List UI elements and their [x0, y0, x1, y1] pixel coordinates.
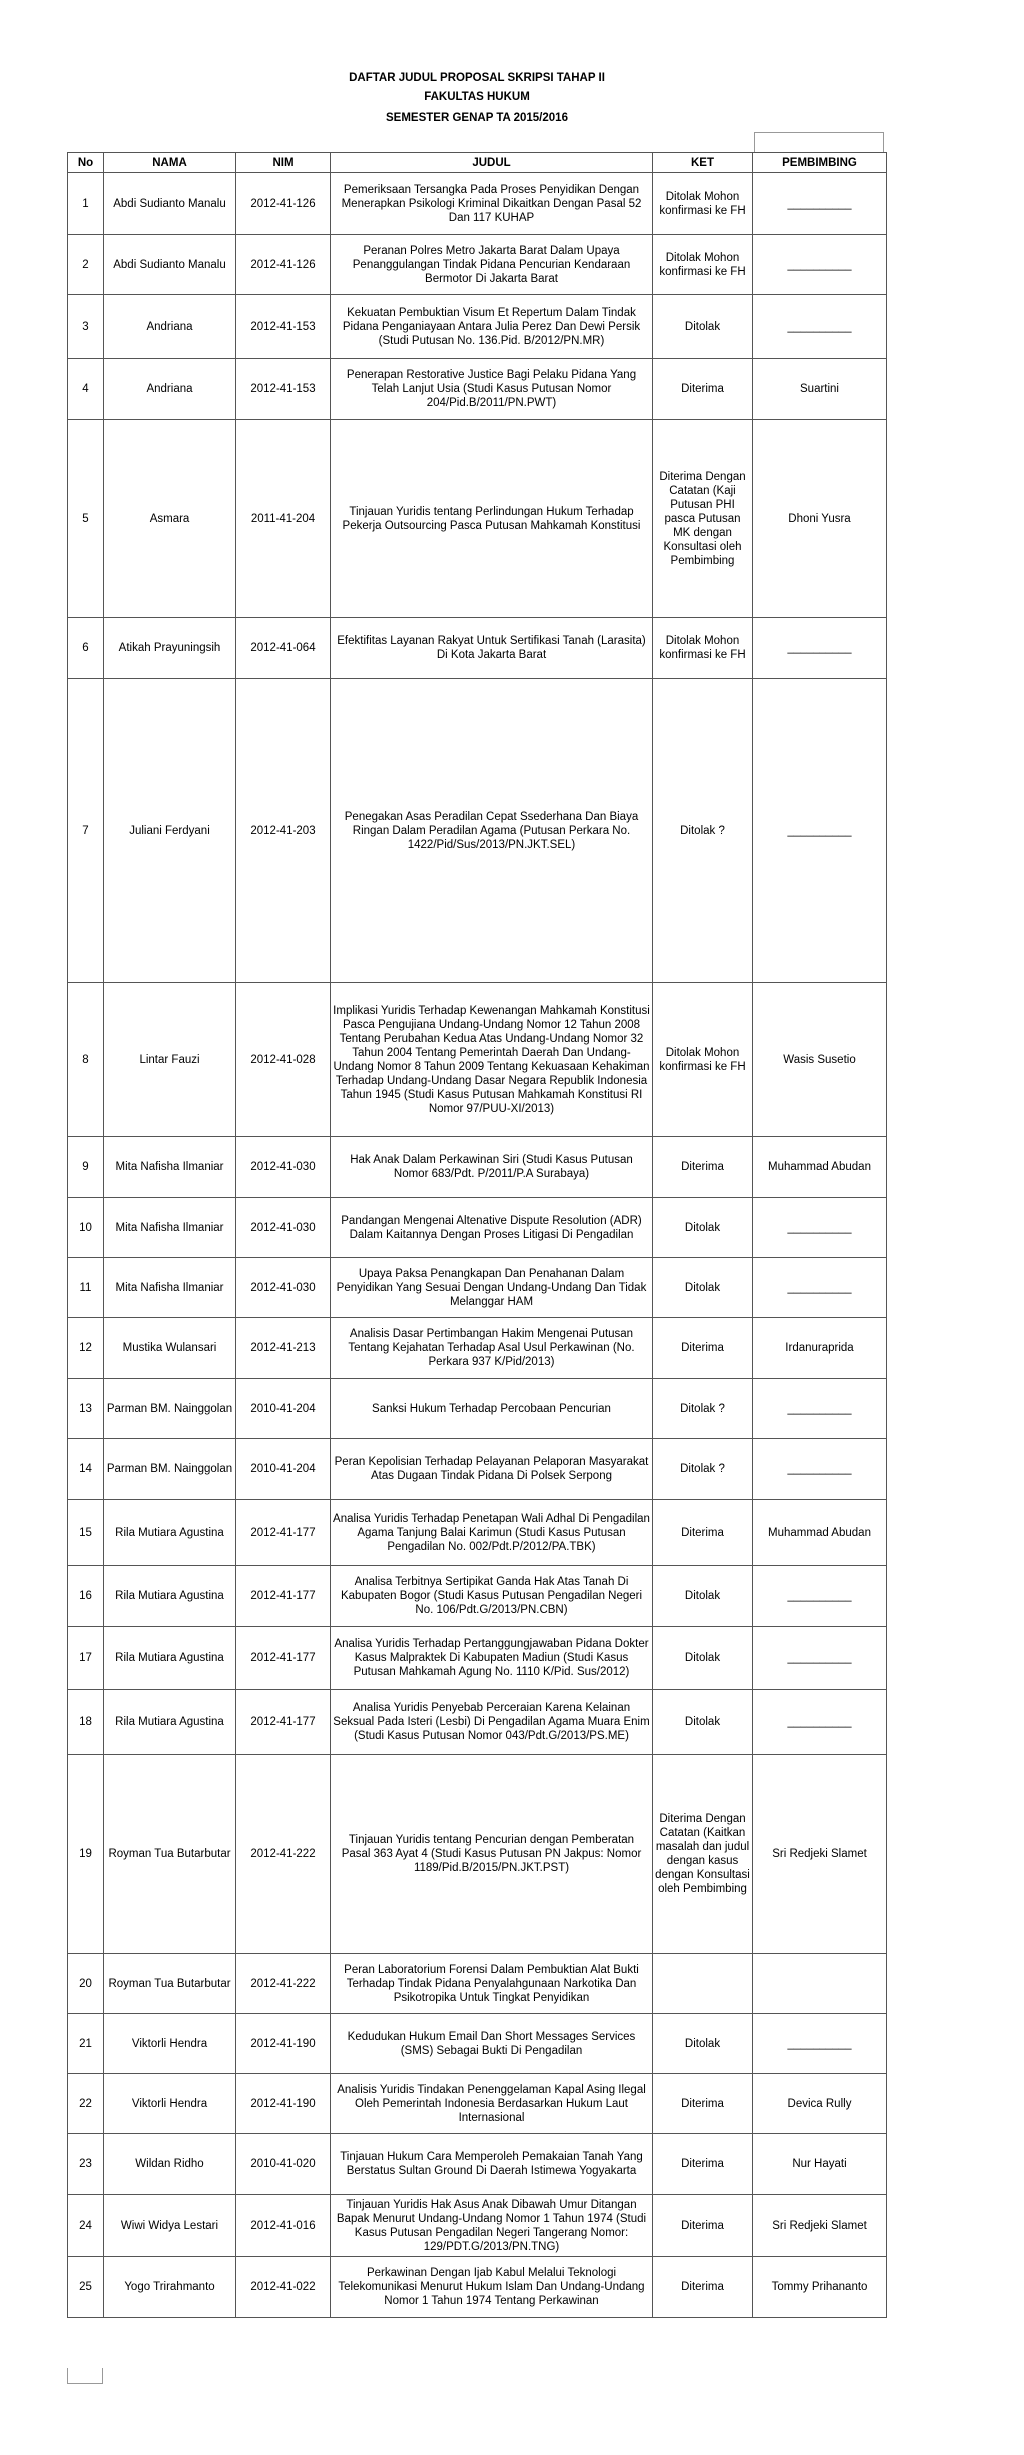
cell-nama: Parman BM. Nainggolan: [104, 1379, 236, 1439]
cell-no: 18: [68, 1690, 104, 1755]
cell-nama: Rila Mutiara Agustina: [104, 1500, 236, 1566]
cell-ket: Ditolak: [653, 295, 753, 359]
cell-ket: Diterima: [653, 1318, 753, 1379]
cell-pembimbing: __________: [753, 1379, 887, 1439]
cell-nim: 2011-41-204: [236, 420, 331, 618]
cell-no: 2: [68, 235, 104, 295]
table-row: [68, 295, 887, 359]
cell-nama: Yogo Trirahmanto: [104, 2257, 236, 2318]
cell-judul: Analisis Yuridis Tindakan Penenggelaman Kapal Asing Ilegal Oleh Pemerintah Indonesia Berdasarkan Hukum Laut Internasional: [331, 2074, 653, 2134]
cell-pembimbing: __________: [753, 295, 887, 359]
table-row: [68, 1690, 887, 1755]
cell-pembimbing: Nur Hayati: [753, 2134, 887, 2195]
cell-judul: Implikasi Yuridis Terhadap Kewenangan Mahkamah Konstitusi Pasca Pengujiana Undang-Undang Nomor 12 Tahun 2008 Tentang Perubahan Kedua Atas Undang-Undang Nomor 32 Tahun 2004 Tentang Pemerintah Daerah Dan Undang-Undang Nomor 8 Tahun 2009 Tentang Kekuasaan Kehakiman Terhadap Undang-Undang Dasar Negara Republik Indonesia Tahun 1945 (Studi Kasus Putusan Mahkamah Konstitusi RI Nomor 97/PUU-XI/2013): [331, 983, 653, 1137]
cell-ket: Ditolak Mohon konfirmasi ke FH: [653, 983, 753, 1137]
cell-no: 22: [68, 2074, 104, 2134]
cell-nama: Mita Nafisha Ilmaniar: [104, 1198, 236, 1258]
cell-nim: 2012-41-030: [236, 1198, 331, 1258]
table-row: [68, 1954, 887, 2014]
cell-nim: 2012-41-190: [236, 2014, 331, 2074]
cell-judul: Hak Anak Dalam Perkawinan Siri (Studi Kasus Putusan Nomor 683/Pdt. P/2011/P.A Surabaya): [331, 1137, 653, 1198]
cell-judul: Perkawinan Dengan Ijab Kabul Melalui Teknologi Telekomunikasi Menurut Hukum Islam Dan Undang-Undang Nomor 1 Tahun 1974 Tentang Perkawinan: [331, 2257, 653, 2318]
cell-ket: Ditolak Mohon konfirmasi ke FH: [653, 235, 753, 295]
cell-no: 10: [68, 1198, 104, 1258]
cell-pembimbing: Muhammad Abudan: [753, 1137, 887, 1198]
cell-nama: Juliani Ferdyani: [104, 679, 236, 983]
cell-pembimbing: Muhammad Abudan: [753, 1500, 887, 1566]
cell-ket: Ditolak ?: [653, 679, 753, 983]
cell-pembimbing: [753, 1954, 887, 2014]
table-row: [68, 2074, 887, 2134]
cell-nim: 2012-41-126: [236, 173, 331, 235]
cell-nim: 2012-41-028: [236, 983, 331, 1137]
cell-no: 11: [68, 1258, 104, 1318]
cell-pembimbing: __________: [753, 2014, 887, 2074]
cell-judul: Analisis Dasar Pertimbangan Hakim Mengenai Putusan Tentang Kejahatan Terhadap Asal Usul Perkawinan (No. Perkara 937 K/Pid/2013): [331, 1318, 653, 1379]
cell-ket: [653, 1954, 753, 2014]
cell-pembimbing: Wasis Susetio: [753, 983, 887, 1137]
cell-judul: Sanksi Hukum Terhadap Percobaan Pencurian: [331, 1379, 653, 1439]
cell-ket: Ditolak: [653, 2014, 753, 2074]
cell-nim: 2012-41-190: [236, 2074, 331, 2134]
cell-nama: Atikah Prayuningsih: [104, 618, 236, 679]
table-row: [68, 1137, 887, 1198]
cell-pembimbing: __________: [753, 1198, 887, 1258]
cell-nama: Royman Tua Butarbutar: [104, 1954, 236, 2014]
cell-nama: Wiwi Widya Lestari: [104, 2195, 236, 2257]
cell-nama: Viktorli Hendra: [104, 2014, 236, 2074]
table-row: [68, 359, 887, 420]
cell-ket: Diterima: [653, 2074, 753, 2134]
table-row: [68, 1318, 887, 1379]
table-row: [68, 173, 887, 235]
table-row: [68, 235, 887, 295]
table-row: [68, 2134, 887, 2195]
cell-nim: 2012-41-126: [236, 235, 331, 295]
table-row: [68, 1258, 887, 1318]
cell-pembimbing: Devica Rully: [753, 2074, 887, 2134]
cell-no: 7: [68, 679, 104, 983]
cell-pembimbing: __________: [753, 235, 887, 295]
cell-pembimbing: Sri Redjeki Slamet: [753, 1755, 887, 1954]
cell-pembimbing: __________: [753, 1690, 887, 1755]
cell-pembimbing: __________: [753, 173, 887, 235]
cell-no: 25: [68, 2257, 104, 2318]
cell-nama: Wildan Ridho: [104, 2134, 236, 2195]
cell-pembimbing: Dhoni Yusra: [753, 420, 887, 618]
cell-ket: Diterima: [653, 2195, 753, 2257]
cell-no: 4: [68, 359, 104, 420]
cell-nim: 2012-41-203: [236, 679, 331, 983]
cell-nim: 2012-41-177: [236, 1500, 331, 1566]
cell-no: 1: [68, 173, 104, 235]
cell-ket: Ditolak: [653, 1566, 753, 1627]
cell-judul: Analisa Yuridis Terhadap Penetapan Wali Adhal Di Pengadilan Agama Tanjung Balai Karimun (Studi Kasus Putusan Pengadilan No. 002/Pdt.P/2012/PA.TBK): [331, 1500, 653, 1566]
cell-no: 6: [68, 618, 104, 679]
cell-nim: 2012-41-177: [236, 1627, 331, 1690]
table-row: [68, 618, 887, 679]
table-row: [68, 1439, 887, 1500]
cell-nim: 2012-41-064: [236, 618, 331, 679]
table-row: [68, 1500, 887, 1566]
table-row: [68, 679, 887, 983]
cell-judul: Tinjauan Yuridis Hak Asus Anak Dibawah Umur Ditangan Bapak Menurut Undang-Undang Nomor 1 Tahun 1974 (Studi Kasus Putusan Pengadilan Negeri Tangerang Nomor: 129/PDT.G/2013/PN.TNG): [331, 2195, 653, 2257]
cell-no: 13: [68, 1379, 104, 1439]
cell-judul: Upaya Paksa Penangkapan Dan Penahanan Dalam Penyidikan Yang Sesuai Dengan Undang-Undang Dan Tidak Melanggar HAM: [331, 1258, 653, 1318]
column-header-pembimbing: PEMBIMBING: [753, 153, 887, 173]
cell-pembimbing: Sri Redjeki Slamet: [753, 2195, 887, 2257]
cell-nim: 2012-41-213: [236, 1318, 331, 1379]
cell-nama: Mita Nafisha Ilmaniar: [104, 1137, 236, 1198]
cell-no: 17: [68, 1627, 104, 1690]
column-header-judul: JUDUL: [331, 153, 653, 173]
cell-nama: Rila Mutiara Agustina: [104, 1690, 236, 1755]
cell-nama: Parman BM. Nainggolan: [104, 1439, 236, 1500]
table-row: [68, 2014, 887, 2074]
cell-ket: Diterima: [653, 1500, 753, 1566]
cell-nim: 2012-41-153: [236, 359, 331, 420]
cell-nim: 2012-41-222: [236, 1755, 331, 1954]
cell-judul: Analisa Yuridis Penyebab Perceraian Karena Kelainan Seksual Pada Isteri (Lesbi) Di Pengadilan Agama Muara Enim (Studi Kasus Putusan Nomor 043/Pdt.G/2013/PS.ME): [331, 1690, 653, 1755]
table-row: [68, 2257, 887, 2318]
faculty-title: FAKULTAS HUKUM: [424, 91, 530, 103]
cell-no: 8: [68, 983, 104, 1137]
cell-nim: 2010-41-204: [236, 1379, 331, 1439]
cell-nama: Abdi Sudianto Manalu: [104, 173, 236, 235]
cell-ket: Diterima Dengan Catatan (Kaitkan masalah dan judul dengan kasus dengan Konsultasi oleh Pembimbing: [653, 1755, 753, 1954]
cell-ket: Diterima: [653, 359, 753, 420]
cell-judul: Analisa Yuridis Terhadap Pertanggungjawaban Pidana Dokter Kasus Malpraktek Di Kabupaten Madiun (Studi Kasus Putusan Mahkamah Agung No. 1110 K/Pid. Sus/2012): [331, 1627, 653, 1690]
cell-pembimbing: __________: [753, 1627, 887, 1690]
cell-no: 23: [68, 2134, 104, 2195]
cell-nama: Mita Nafisha Ilmaniar: [104, 1258, 236, 1318]
cell-no: 21: [68, 2014, 104, 2074]
cell-pembimbing: __________: [753, 1258, 887, 1318]
cell-nama: Rila Mutiara Agustina: [104, 1627, 236, 1690]
cell-nama: Abdi Sudianto Manalu: [104, 235, 236, 295]
table-row: [68, 1198, 887, 1258]
cell-ket: Ditolak: [653, 1258, 753, 1318]
proposal-table: [67, 152, 887, 2318]
table-header-row: [68, 153, 887, 173]
column-header-ket: KET: [653, 153, 753, 173]
cell-no: 20: [68, 1954, 104, 2014]
cell-no: 9: [68, 1137, 104, 1198]
cell-judul: Tinjauan Yuridis tentang Perlindungan Hukum Terhadap Pekerja Outsourcing Pasca Putusan Mahkamah Konstitusi: [331, 420, 653, 618]
cell-judul: Kekuatan Pembuktian Visum Et Repertum Dalam Tindak Pidana Penganiayaan Antara Julia Perez Dan Dewi Persik (Studi Putusan No. 136.Pid. B/2012/PN.MR): [331, 295, 653, 359]
cell-nim: 2012-41-030: [236, 1258, 331, 1318]
cell-judul: Analisa Terbitnya Sertipikat Ganda Hak Atas Tanah Di Kabupaten Bogor (Studi Kasus Putusan Pengadilan Negeri No. 106/Pdt.G/2013/PN.CBN): [331, 1566, 653, 1627]
column-header-nama: NAMA: [104, 153, 236, 173]
cell-ket: Diterima: [653, 2134, 753, 2195]
cell-ket: Diterima: [653, 2257, 753, 2318]
table-row: [68, 1627, 887, 1690]
column-header-no: No: [68, 153, 104, 173]
cell-judul: Tinjauan Yuridis tentang Pencurian dengan Pemberatan Pasal 363 Ayat 4 (Studi Kasus Putusan PN Jakpus: Nomor 1189/Pid.B/2015/PN.JKT.PST): [331, 1755, 653, 1954]
semester-title: SEMESTER GENAP TA 2015/2016: [386, 112, 568, 124]
cell-judul: Pemeriksaan Tersangka Pada Proses Penyidikan Dengan Menerapkan Psikologi Kriminal Dikaitkan Dengan Pasal 52 Dan 117 KUHAP: [331, 173, 653, 235]
cell-ket: Ditolak ?: [653, 1439, 753, 1500]
cell-pembimbing: __________: [753, 618, 887, 679]
cell-judul: Peran Kepolisian Terhadap Pelayanan Pelaporan Masyarakat Atas Dugaan Tindak Pidana Di Polsek Serpong: [331, 1439, 653, 1500]
cell-pembimbing: Suartini: [753, 359, 887, 420]
cell-nim: 2010-41-204: [236, 1439, 331, 1500]
cell-nama: Mustika Wulansari: [104, 1318, 236, 1379]
cell-nama: Lintar Fauzi: [104, 983, 236, 1137]
header-corner-cell: [754, 132, 884, 152]
cell-nama: Rila Mutiara Agustina: [104, 1566, 236, 1627]
cell-pembimbing: Irdanuraprida: [753, 1318, 887, 1379]
cell-nim: 2012-41-153: [236, 295, 331, 359]
cell-judul: Efektifitas Layanan Rakyat Untuk Sertifikasi Tanah (Larasita) Di Kota Jakarta Barat: [331, 618, 653, 679]
cell-no: 12: [68, 1318, 104, 1379]
cell-judul: Pandangan Mengenai Altenative Dispute Resolution (ADR) Dalam Kaitannya Dengan Proses Litigasi Di Pengadilan: [331, 1198, 653, 1258]
cell-nama: Andriana: [104, 295, 236, 359]
cell-nama: Andriana: [104, 359, 236, 420]
table-row: [68, 1379, 887, 1439]
table-row: [68, 1755, 887, 1954]
cell-pembimbing: __________: [753, 679, 887, 983]
cell-pembimbing: Tommy Prihananto: [753, 2257, 887, 2318]
column-header-nim: NIM: [236, 153, 331, 173]
cell-no: 19: [68, 1755, 104, 1954]
cell-nim: 2012-41-030: [236, 1137, 331, 1198]
cell-nama: Viktorli Hendra: [104, 2074, 236, 2134]
cell-nim: 2012-41-177: [236, 1690, 331, 1755]
cell-ket: Ditolak Mohon konfirmasi ke FH: [653, 173, 753, 235]
cell-judul: Peranan Polres Metro Jakarta Barat Dalam Upaya Penanggulangan Tindak Pidana Pencurian Kendaraan Bermotor Di Jakarta Barat: [331, 235, 653, 295]
cell-no: 24: [68, 2195, 104, 2257]
cell-ket: Ditolak: [653, 1198, 753, 1258]
cell-ket: Diterima: [653, 1137, 753, 1198]
cell-nim: 2012-41-022: [236, 2257, 331, 2318]
cell-nama: Royman Tua Butarbutar: [104, 1755, 236, 1954]
cell-judul: Peran Laboratorium Forensi Dalam Pembuktian Alat Bukti Terhadap Tindak Pidana Penyalahgunaan Narkotika Dan Psikotropika Untuk Tingkat Penyidikan: [331, 1954, 653, 2014]
cell-nama: Asmara: [104, 420, 236, 618]
table-row: [68, 1566, 887, 1627]
cell-no: 16: [68, 1566, 104, 1627]
cell-ket: Diterima Dengan Catatan (Kaji Putusan PHI pasca Putusan MK dengan Konsultasi oleh Pembimbing: [653, 420, 753, 618]
cell-judul: Kedudukan Hukum Email Dan Short Messages Services (SMS) Sebagai Bukti Di Pengadilan: [331, 2014, 653, 2074]
cell-nim: 2012-41-222: [236, 1954, 331, 2014]
cell-nim: 2012-41-177: [236, 1566, 331, 1627]
cell-no: 15: [68, 1500, 104, 1566]
cell-ket: Ditolak: [653, 1627, 753, 1690]
cell-nim: 2012-41-016: [236, 2195, 331, 2257]
cell-judul: Penerapan Restorative Justice Bagi Pelaku Pidana Yang Telah Lanjut Usia (Studi Kasus Putusan Nomor 204/Pid.B/2011/PN.PWT): [331, 359, 653, 420]
cell-no: 5: [68, 420, 104, 618]
cell-ket: Ditolak ?: [653, 1379, 753, 1439]
cell-nim: 2010-41-020: [236, 2134, 331, 2195]
cell-ket: Ditolak Mohon konfirmasi ke FH: [653, 618, 753, 679]
table-row: [68, 420, 887, 618]
table-row: [68, 2195, 887, 2257]
cell-pembimbing: __________: [753, 1566, 887, 1627]
document-title: DAFTAR JUDUL PROPOSAL SKRIPSI TAHAP II: [349, 72, 605, 84]
cell-ket: Ditolak: [653, 1690, 753, 1755]
cell-judul: Penegakan Asas Peradilan Cepat Ssederhana Dan Biaya Ringan Dalam Peradilan Agama (Putusan Perkara No. 1422/Pid/Sus/2013/PN.JKT.SEL): [331, 679, 653, 983]
cell-pembimbing: __________: [753, 1439, 887, 1500]
cell-judul: Tinjauan Hukum Cara Memperoleh Pemakaian Tanah Yang Berstatus Sultan Ground Di Daerah Istimewa Yogyakarta: [331, 2134, 653, 2195]
footer-corner-cell: [67, 2368, 103, 2384]
cell-no: 3: [68, 295, 104, 359]
table-row: [68, 983, 887, 1137]
cell-no: 14: [68, 1439, 104, 1500]
